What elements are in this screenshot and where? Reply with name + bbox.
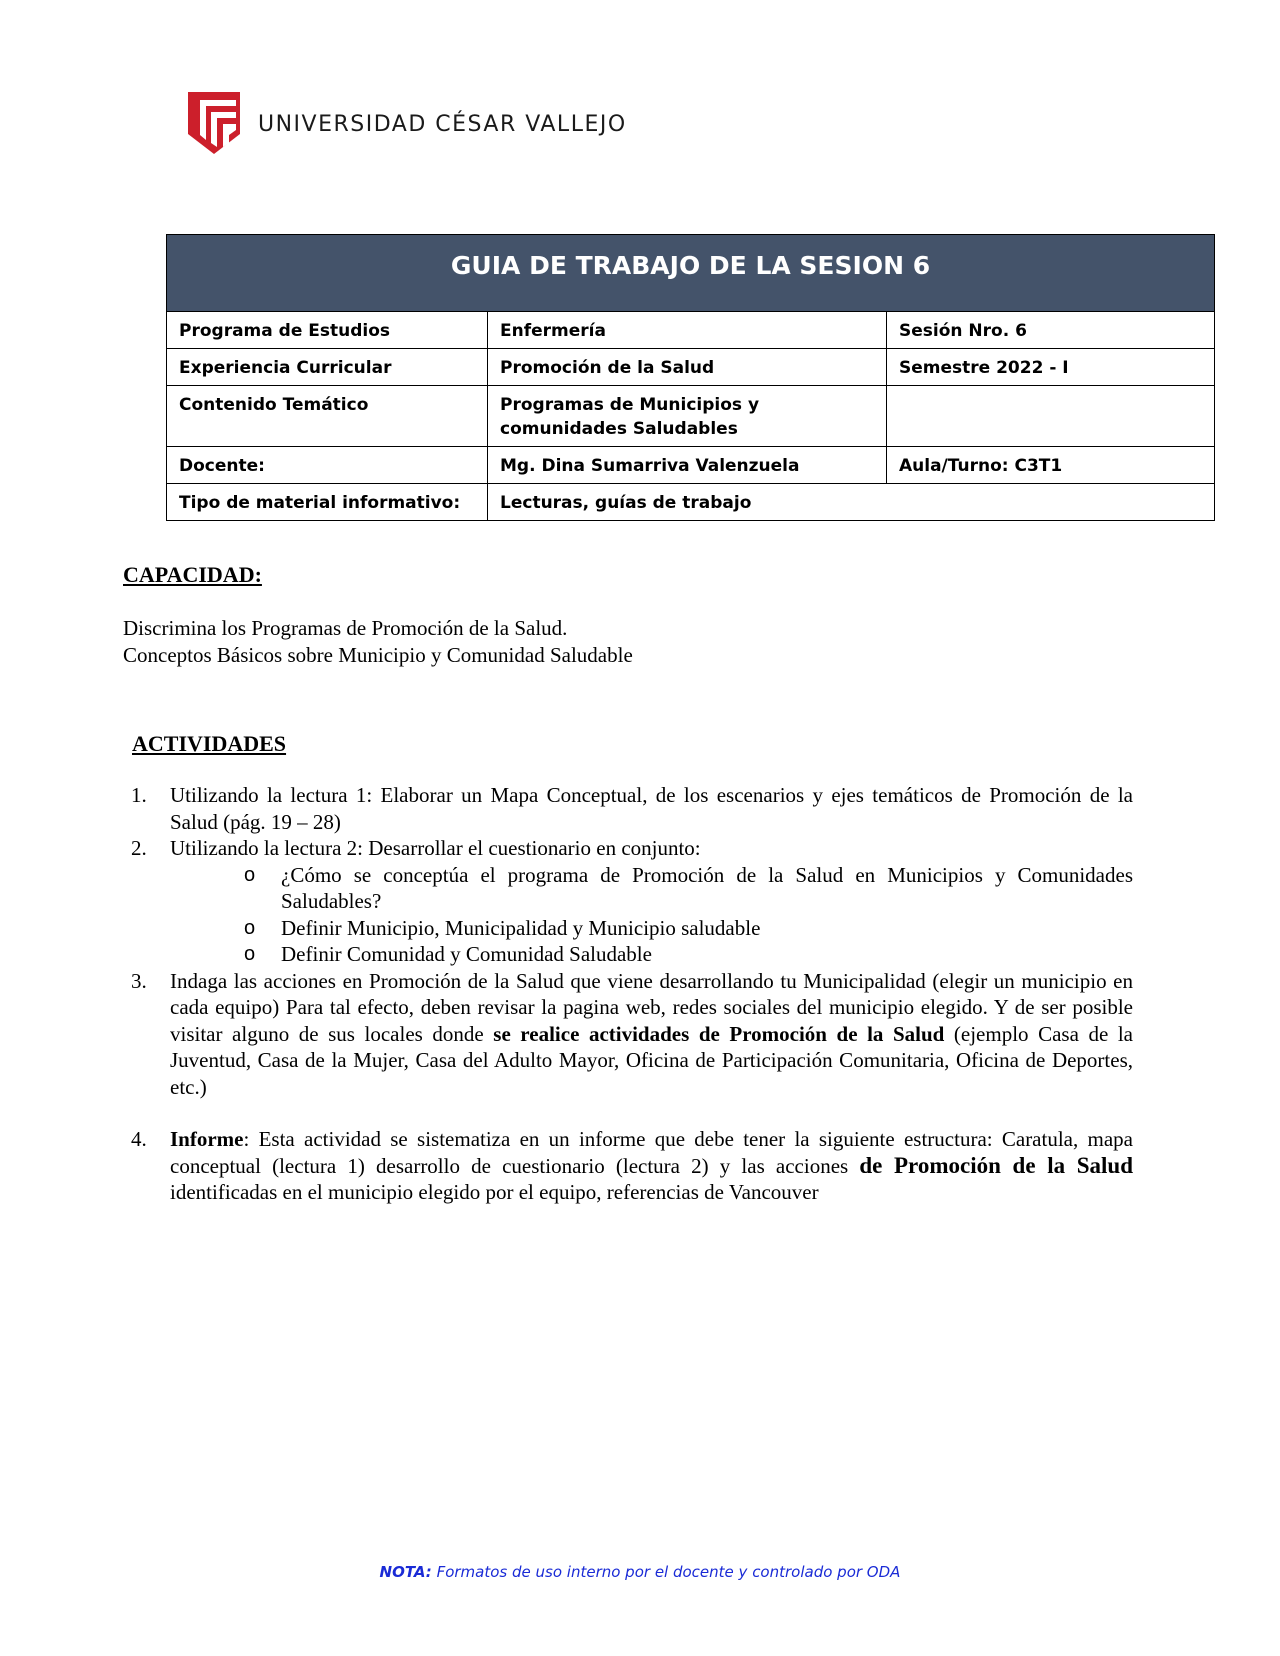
item-number: 2. <box>131 836 147 860</box>
bullet-marker: o <box>244 863 256 886</box>
table-cell: Aula/Turno: C3T1 <box>887 447 1215 484</box>
item-bold-text: se realice actividades de Promoción de la Salud <box>493 1021 945 1046</box>
item-text: : Esta actividad se sistematiza en un informe que debe tener la siguiente estructura: Caratula, mapa conceptual (lectura 1) desarrollo de cuestionario (lectura 2) y las acciones <box>170 1127 1133 1178</box>
table-cell: Promoción de la Salud <box>488 349 887 386</box>
session-info-table <box>166 234 1215 521</box>
activities-list <box>123 782 1133 1206</box>
footer-note <box>0 1563 1280 1581</box>
table-cell: Contenido Temático <box>167 386 488 447</box>
item-number: 1. <box>131 783 147 807</box>
ucv-shield-icon <box>186 90 242 156</box>
sub-list <box>123 862 1133 968</box>
item-number: 3. <box>131 968 147 993</box>
sub-list-item <box>123 941 1133 968</box>
item-number: 4. <box>131 1127 147 1151</box>
nota-label: NOTA: <box>379 1563 432 1581</box>
sub-list-item <box>123 915 1133 942</box>
table-cell: Programas de Municipios y comunidades Saludables <box>488 386 887 447</box>
table-row <box>167 312 1215 349</box>
table-row <box>167 484 1215 521</box>
sub-list-item <box>123 862 1133 915</box>
table-row <box>167 386 1215 447</box>
item-text: (ejemplo Casa de la Juventud, Casa de la Mujer, Casa del Adulto Mayor, Oficina de Participación Comunitaria, Oficina de Deportes, etc.) <box>170 1021 1133 1099</box>
table-cell: Sesión Nro. 6 <box>887 312 1215 349</box>
table-cell: Docente: <box>167 447 488 484</box>
table-cell <box>887 386 1215 447</box>
list-item <box>123 782 1133 835</box>
list-item <box>123 835 1133 862</box>
item-text: Utilizando la lectura 1: Elaborar un Mapa Conceptual, de los escenarios y ejes temáticos de Promoción de la Salud (pág. 19 – 28) <box>170 783 1133 834</box>
item-text: Indaga las acciones en Promoción de la Salud que viene desarrollando tu Municipalidad (elegir un municipio en cada equipo) Para tal efecto, deben revisar la pagina web, redes sociales del municipio elegido. Y de ser posible visitar alguno de sus locales donde <box>170 968 1133 1046</box>
bullet-marker: o <box>244 916 256 939</box>
spacer <box>123 1100 1133 1126</box>
table-cell: Experiencia Curricular <box>167 349 488 386</box>
nota-text: Formatos de uso interno por el docente y controlado por ODA <box>431 1563 901 1581</box>
table-title: GUIA DE TRABAJO DE LA SESION 6 <box>167 235 1215 312</box>
table-cell: Programa de Estudios <box>167 312 488 349</box>
item-text: identificadas en el municipio elegido por el equipo, referencias de Vancouver <box>170 1180 819 1204</box>
actividades-heading: ACTIVIDADES <box>132 731 287 756</box>
bullet-marker: o <box>244 943 256 965</box>
table-cell: Enfermería <box>488 312 887 349</box>
table-row <box>167 349 1215 386</box>
list-item <box>123 1126 1133 1206</box>
item-bold-text: de Promoción de la Salud <box>859 1152 1134 1178</box>
item-bold-text: Informe <box>170 1127 244 1151</box>
sub-item-text: Definir Municipio, Municipalidad y Municipio saludable <box>281 915 761 940</box>
university-logo <box>186 90 627 156</box>
capacidad-line: Conceptos Básicos sobre Municipio y Comunidad Saludable <box>123 643 633 667</box>
table-row <box>167 447 1215 484</box>
capacidad-line: Discrimina los Programas de Promoción de la Salud. <box>123 616 568 640</box>
table-cell: Tipo de material informativo: <box>167 484 488 521</box>
capacidad-heading: CAPACIDAD: <box>123 562 262 587</box>
table-cell: Mg. Dina Sumarriva Valenzuela <box>488 447 887 484</box>
table-cell: Semestre 2022 - I <box>887 349 1215 386</box>
sub-item-text: Definir Comunidad y Comunidad Saludable <box>281 942 652 966</box>
item-text: Utilizando la lectura 2: Desarrollar el cuestionario en conjunto: <box>170 836 701 860</box>
sub-item-text: ¿Cómo se conceptúa el programa de Promoción de la Salud en Municipios y Comunidades Saludables? <box>281 862 1133 913</box>
list-item <box>123 968 1133 1101</box>
table-cell: Lecturas, guías de trabajo <box>488 484 1215 521</box>
logo-text: UNIVERSIDAD CÉSAR VALLEJO <box>258 111 627 137</box>
